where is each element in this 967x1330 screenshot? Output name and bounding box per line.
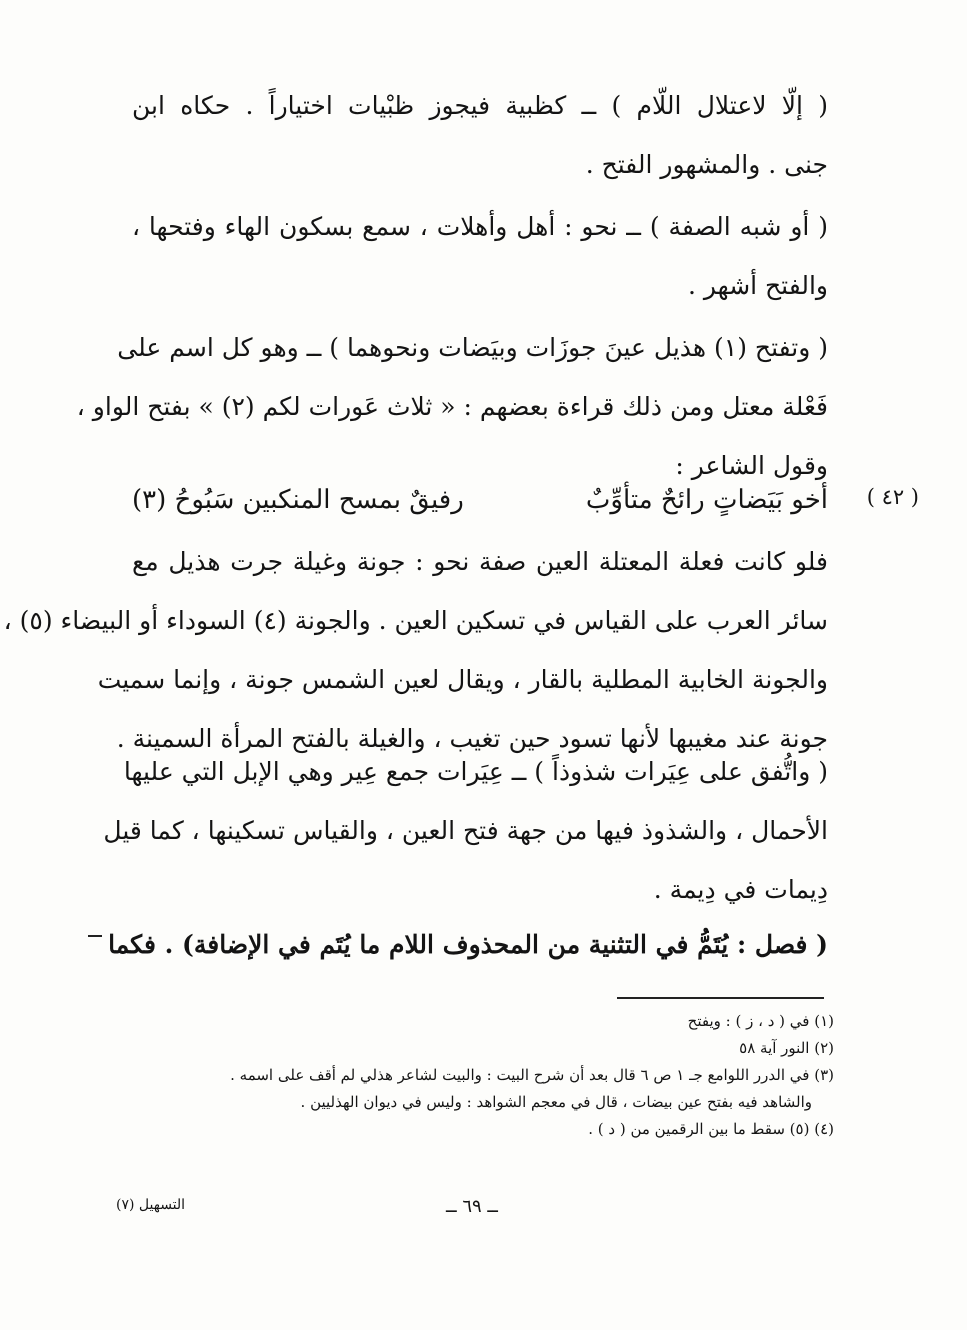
text-line: دِيمات في دِيمة . xyxy=(653,875,828,904)
paragraph-5 xyxy=(103,742,828,919)
text-line: فَعْلة معتل ومن ذلك قراءة بعضهم : « ثلاث عَورات لكم (٢) » بفتح الواو ، xyxy=(76,392,828,421)
footnote: (١) في ( د ، ز ) : ويفتح xyxy=(687,1012,834,1030)
paragraph-2 xyxy=(132,197,828,315)
verse-first-hemistich: أخو بَيَضاتٍ رائحٌ متأوِّبٌ xyxy=(585,485,828,515)
text-line: وقول الشاعر : xyxy=(675,451,828,480)
signature-mark: التسهيل (٧) xyxy=(116,1197,186,1213)
margin-dash xyxy=(88,935,102,937)
page-number: ــ ٦٩ ــ xyxy=(446,1196,498,1217)
text-line: الأحمال ، والشذوذ فيها من جهة فتح العين ، والقياس تسكينها ، كما قيل xyxy=(103,816,828,845)
paragraph-4 xyxy=(3,532,828,768)
text-line: ( أو شبه الصفة ) ــ نحو : أهل وأهلات ، سمع بسكون الهاء وفتحها ، xyxy=(132,212,828,241)
text-line: والجونة الخابية المطلية بالقار ، ويقال لعين الشمس جونة ، وإنما سميت xyxy=(97,665,828,694)
text-line: جنى . والمشهور الفتح . xyxy=(585,150,828,179)
footnote-continuation: والشاهد فيه بفتح عين بيضات ، قال في معجم الشواهد : وليس في ديوان الهذليين . xyxy=(300,1093,812,1111)
text-line: فلو كانت فعلة المعتلة العين صفة نحو : جونة وغيلة جرت هذيل مع xyxy=(132,547,828,576)
text-line: ( فصل : يُتَمُّ في التثنية من المحذوف اللام ما يُتَم في الإضافة) . فكما xyxy=(108,930,828,959)
text-line: ( واتُّفق على عِيَرات شذوذاً ) ــ عِيَرات جمع عِير وهي الإبل التي عليها xyxy=(123,757,828,786)
footnotes xyxy=(120,1008,834,1143)
paragraph-1 xyxy=(132,76,828,194)
footnote: (٤) (٥) سقط ما بين الرقمين من ( د ) . xyxy=(588,1120,834,1138)
footnote-divider xyxy=(617,997,824,999)
verse-second-hemistich: رفيقٌ بمسح المنكبين سَبُوحُ (٣) xyxy=(132,485,464,515)
text-line: والفتح أشهر . xyxy=(687,271,828,300)
text-line: ( إلّا لاعتلال اللّام ) ــ كظبية فيجوز ظبْيات اختياراً . حكاه ابن xyxy=(132,91,828,120)
verse-number: ( ٤٢ ) xyxy=(866,485,919,509)
paragraph-6-section-heading xyxy=(108,915,828,974)
text-line: جونة عند مغيبها لأنها تسود حين تغيب ، والغيلة بالفتح المرأة السمينة . xyxy=(116,724,828,753)
text-line: سائر العرب على القياس في تسكين العين . والجونة (٤) السوداء أو البيضاء (٥) ، xyxy=(3,606,828,635)
footnote: (٣) في الدرر اللوامع جـ ١ ص ٦ قال بعد أن شرح البيت : والبيت لشاعر هذلي لم أقف على اسمه . xyxy=(230,1066,834,1084)
poetry-verse xyxy=(132,470,828,530)
paragraph-3 xyxy=(76,318,828,495)
footnote: (٢) النور آية ٥٨ xyxy=(739,1039,834,1057)
text-line: ( وتفتح (١) هذيل عينَ جوزَات وبيَضات ونحوهما ) ــ وهو كل اسم على xyxy=(117,333,828,362)
